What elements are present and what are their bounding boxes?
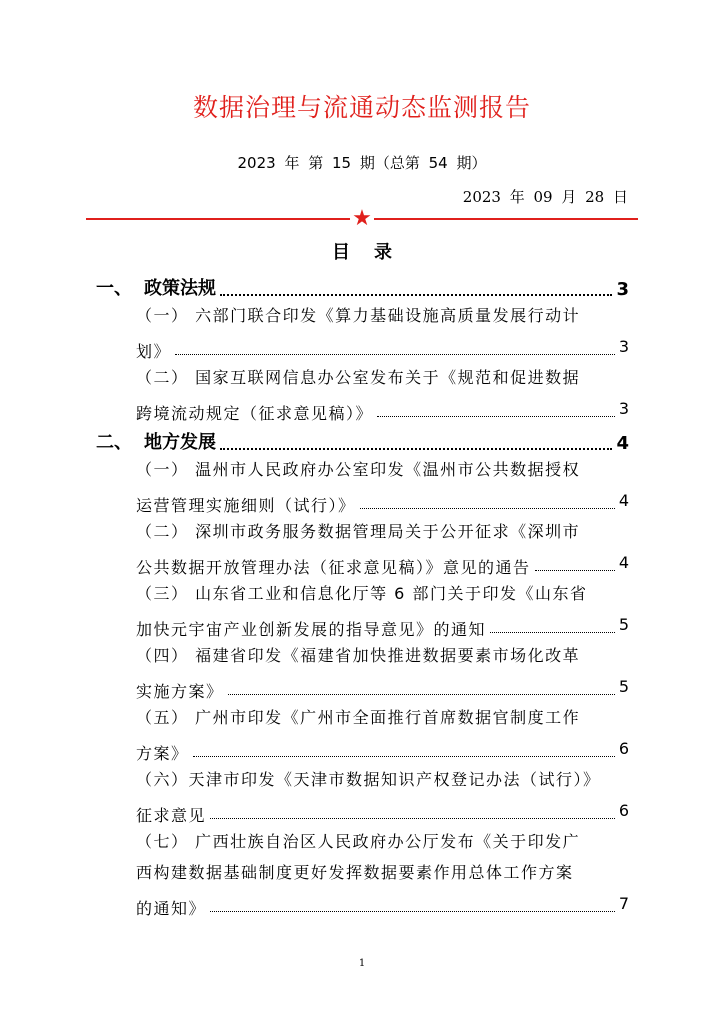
item-page: 5 [618,677,629,696]
dot-leader [535,569,615,571]
section-number: 一、 [96,278,132,299]
toc-title: 目录 [332,242,416,263]
item-page: 5 [618,615,629,634]
item-text: （三） 山东省工业和信息化厅等 6 部门关于印发《山东省 [136,584,588,603]
item-page: 7 [618,894,629,913]
report-title: 数据治理与流通动态监测报告 [192,93,531,122]
toc-item[interactable] [136,578,629,640]
section-label: 地方发展 [144,432,216,453]
item-page: 6 [618,801,629,820]
toc-item[interactable] [136,702,629,764]
dot-leader [193,755,615,757]
item-page: 6 [618,739,629,758]
item-text: 西构建数据基础制度更好发挥数据要素作用总体工作方案 [136,863,574,882]
item-text: （五） 广州市印发《广州市全面推行首席数据官制度工作 [136,708,581,727]
section-page: 4 [616,433,629,454]
dot-leader [377,415,615,417]
star-icon: ★ [350,207,374,231]
item-page: 4 [618,553,629,572]
table-of-contents [96,270,629,919]
toc-item[interactable] [136,454,629,516]
item-text: 运营管理实施细则（试行）》 [136,496,356,515]
item-text: （二） 深圳市政务服务数据管理局关于公开征求《深圳市 [136,522,581,541]
toc-item[interactable] [136,516,629,578]
section-number: 二、 [96,432,132,453]
item-text: 公共数据开放管理办法（征求意见稿）》意见的通告 [136,558,531,577]
toc-item[interactable] [136,300,629,362]
section-label: 政策法规 [144,278,216,299]
dot-leader [360,507,615,509]
item-text: 实施方案》 [136,682,224,701]
toc-item[interactable] [136,764,629,826]
item-text: 跨境流动规定（征求意见稿）》 [136,404,374,423]
dot-leader [210,817,615,819]
item-text: （七） 广西壮族自治区人民政府办公厅发布《关于印发广 [136,832,581,851]
item-text: （一） 温州市人民政府办公室印发《温州市公共数据授权 [136,460,581,479]
item-text: 征求意见 [136,806,207,825]
issue-number: 2023 年 第 15 期（总第 54 期） [237,154,487,172]
toc-section-policy[interactable] [96,270,629,300]
toc-item[interactable] [136,640,629,702]
dot-leader [490,631,615,633]
item-text: （四） 福建省印发《福建省加快推进数据要素市场化改革 [136,646,581,665]
item-text: 加快元宇宙产业创新发展的指导意见》的通知 [136,620,487,639]
item-text: （六）天津市印发《天津市数据知识产权登记办法（试行）》 [136,770,601,789]
item-page: 3 [618,399,629,418]
item-text: （二） 国家互联网信息办公室发布关于《规范和促进数据 [136,368,581,387]
item-text: 的通知》 [136,899,207,918]
section-page: 3 [616,279,629,300]
toc-section-local[interactable] [96,424,629,454]
page-number: 1 [358,958,366,969]
item-page: 3 [618,337,629,356]
toc-item[interactable] [136,362,629,424]
dot-leader [210,910,615,912]
dot-leader [220,447,612,450]
issue-date: 2023 年 09 月 28 日 [462,188,628,206]
item-text: 方案》 [136,744,189,763]
dot-leader [220,293,612,296]
item-page: 4 [618,491,629,510]
item-text: 划》 [136,342,172,361]
dot-leader [228,693,615,695]
item-text: （一） 六部门联合印发《算力基础设施高质量发展行动计 [136,306,581,325]
dot-leader [175,353,615,355]
toc-item[interactable] [136,826,629,919]
